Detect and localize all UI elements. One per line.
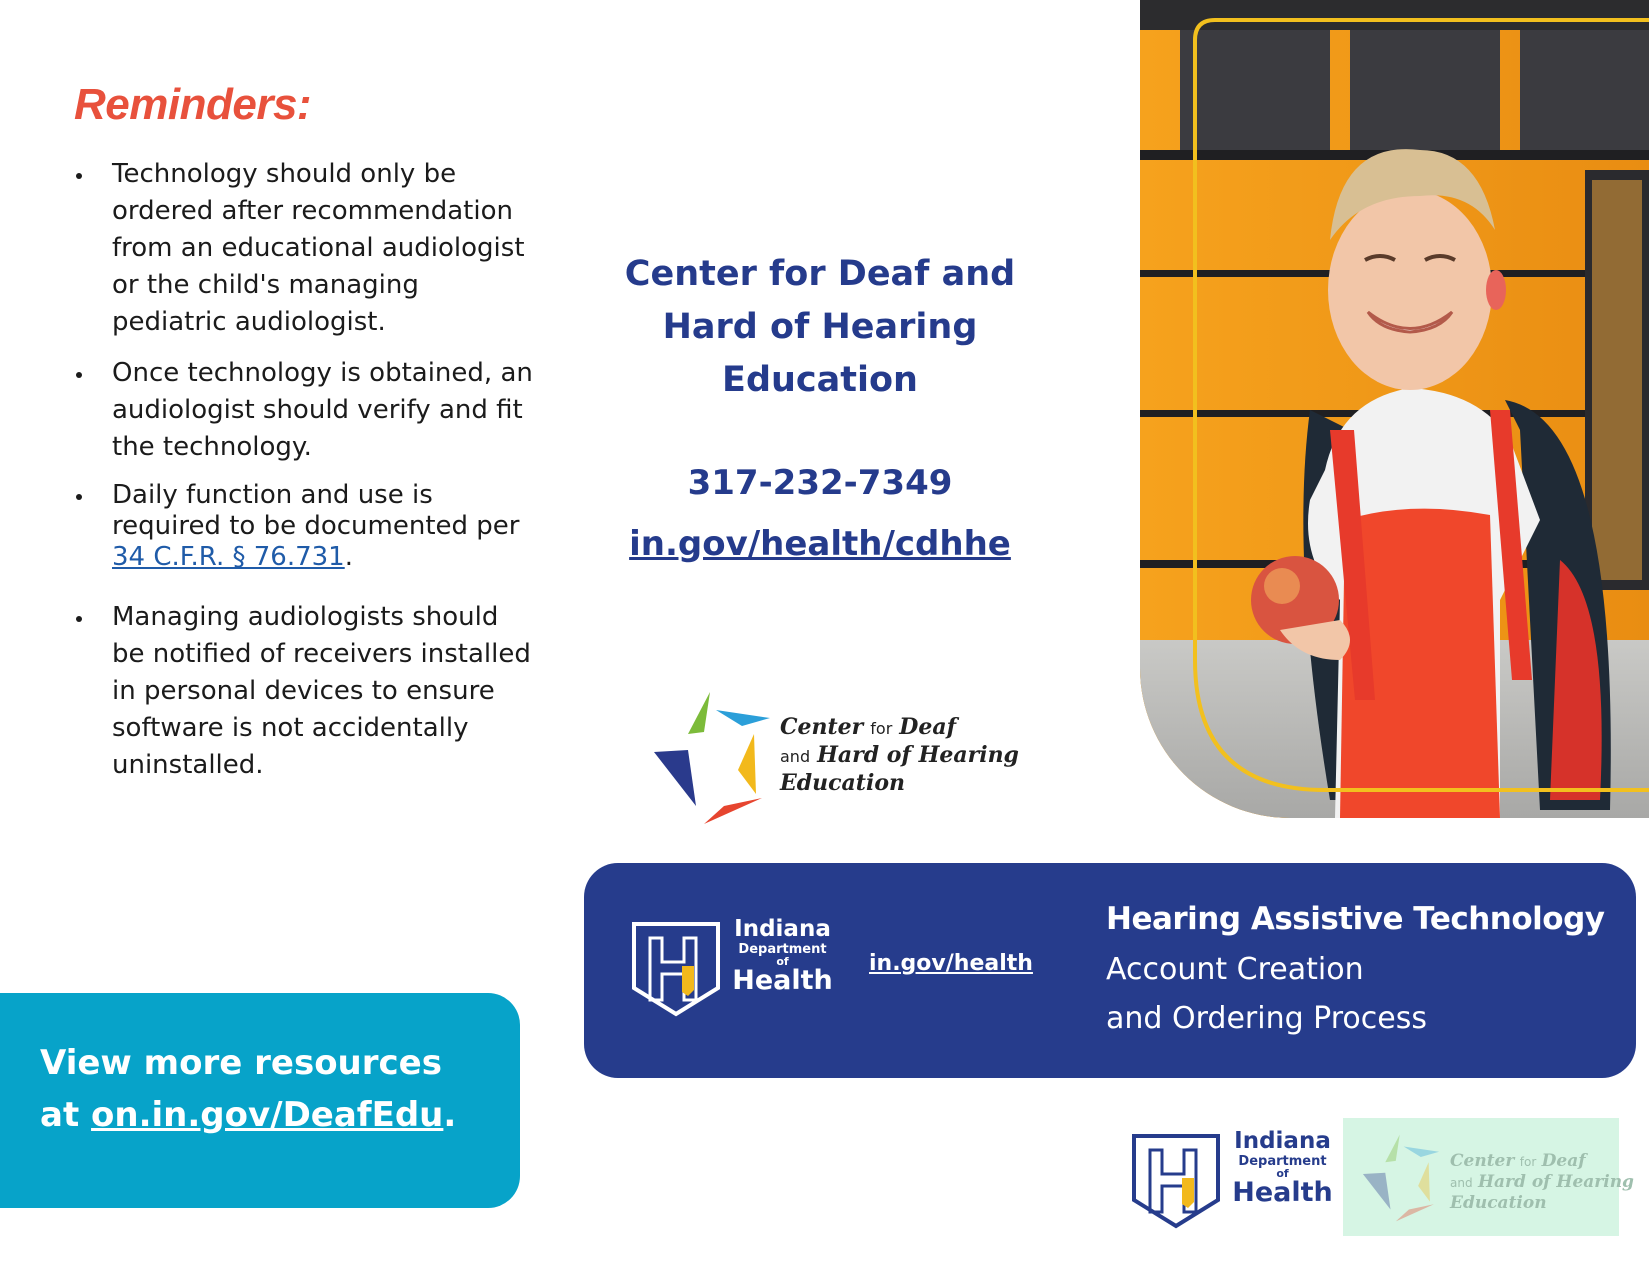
reminders-title: Reminders: <box>74 80 312 129</box>
cdhhe-logo <box>652 688 1019 828</box>
documented-suffix: . <box>344 542 353 572</box>
regulation-link[interactable]: 34 C.F.R. § 76.731 <box>112 542 345 572</box>
resources-prefix: at <box>40 1095 80 1135</box>
cdhhe-logo-faded <box>1343 1118 1634 1236</box>
student-photo <box>1140 0 1649 818</box>
list-item: Once technology is obtained, an audiologist should verify and fit the technology. <box>74 355 534 466</box>
cdhhe-logo-faded-text: Center for Deaf and Hard of Hearing Education <box>1450 1151 1634 1213</box>
star-logo-icon <box>1357 1132 1449 1224</box>
resources-line1: View more resources <box>40 1043 442 1083</box>
list-item: Technology should only be ordered after recommendation from an educational audiologist or the child's managing pediatric audiologist. <box>74 156 534 341</box>
indiana-health-shield-icon <box>630 918 722 1018</box>
resources-box <box>0 993 520 1208</box>
banner-subtitle-line: Account Creation <box>1106 952 1364 987</box>
idoh-logo-bottom <box>1130 1130 1335 1230</box>
banner-subtitle <box>1106 945 1427 1043</box>
cdhhe-logo-text: Center for Deaf and Hard of Hearing Education <box>780 714 1019 796</box>
reminders-list <box>74 156 534 798</box>
center-url-link[interactable]: in.gov/health/cdhhe <box>629 524 1011 564</box>
banner-title: Hearing Assistive Technology <box>1106 901 1605 937</box>
star-logo-icon <box>652 688 778 828</box>
student-photo-illustration <box>1140 0 1649 818</box>
idoh-wordmark: Indiana Department of Health <box>732 916 833 996</box>
list-item <box>74 480 534 573</box>
indiana-health-shield-icon <box>1130 1130 1222 1230</box>
resources-suffix: . <box>443 1095 457 1135</box>
documented-text: Daily function and use is required to be documented per <box>112 480 520 541</box>
center-name-line: Hard of Hearing <box>662 307 978 347</box>
resources-link[interactable]: on.in.gov/DeafEdu <box>91 1095 444 1135</box>
center-name-line: Education <box>722 360 918 400</box>
idoh-logo <box>630 918 835 1018</box>
title-banner <box>584 863 1636 1078</box>
list-item: Managing audiologists should be notified of receivers installed in personal devices to ensure software is not accidentally uninstalled. <box>74 599 534 784</box>
center-phone[interactable]: 317-232-7349 <box>687 463 953 503</box>
center-name <box>600 248 1040 407</box>
banner-subtitle-line: and Ordering Process <box>1106 1001 1427 1036</box>
idoh-wordmark: Indiana Department of Health <box>1232 1128 1333 1208</box>
health-url-link[interactable]: in.gov/health <box>869 951 1033 976</box>
center-name-line: Center for Deaf and <box>624 254 1016 294</box>
